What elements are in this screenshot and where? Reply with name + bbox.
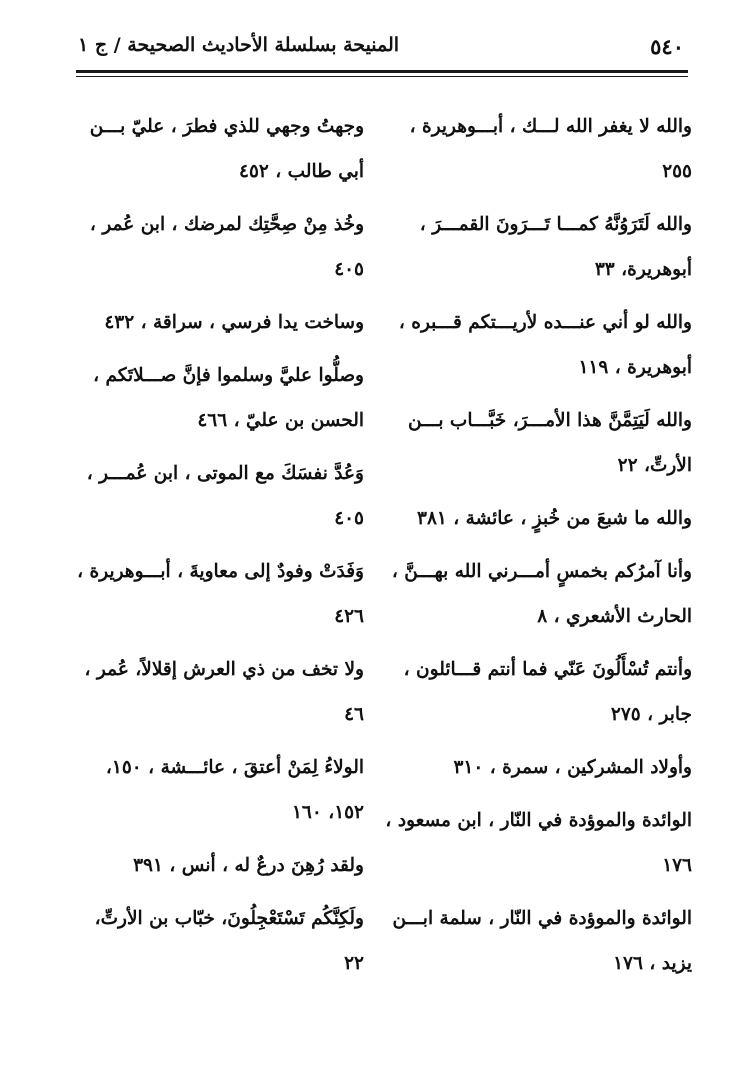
index-entry-line: ٤٦ bbox=[344, 704, 364, 725]
index-entry bbox=[404, 104, 692, 194]
index-entry-line: الأرتِّ، ٢٢ bbox=[617, 455, 692, 476]
index-entry-line: الولاءُ لِمَنْ أعتقَ ، عائـــشة ، ١٥٠، bbox=[105, 757, 364, 778]
index-column-right bbox=[385, 104, 692, 994]
running-title: المنيحة بسلسلة الأحاديث الصحيحة / ج ١ bbox=[78, 34, 400, 56]
index-entry-line: يزيد ، ١٧٦ bbox=[613, 953, 692, 974]
index-entry-line: أبوهريرة، ٣٣ bbox=[594, 259, 692, 280]
index-entry bbox=[404, 202, 692, 292]
index-entry-line: ١٥٢، ١٦٠ bbox=[291, 802, 364, 823]
index-entry bbox=[76, 647, 364, 737]
index-entry bbox=[76, 300, 364, 345]
index-entry-line: جابر ، ٢٧٥ bbox=[610, 704, 692, 725]
index-entry-line: وخُذ مِنْ صِحَّتِك لمرضك ، ابن عُمر ، bbox=[89, 214, 364, 235]
index-entry bbox=[404, 496, 692, 541]
index-entry bbox=[398, 300, 692, 390]
index-entry-line: الحارث الأشعري ، ٨ bbox=[537, 606, 692, 627]
index-entry bbox=[392, 896, 692, 986]
index-entry-line: ٢٢ bbox=[344, 953, 364, 974]
index-entry bbox=[76, 451, 364, 541]
index-entry-line: والله لَتَرَوُنَّهُ كمـــا تَـــرَونَ القمـــرَ ، bbox=[419, 214, 692, 235]
index-entry-line: وأولاد المشركين ، سمرة ، ٣١٠ bbox=[453, 757, 692, 778]
index-entry-line: وَعُدَّ نفسَكَ مع الموتى ، ابن عُمـــر ، bbox=[86, 463, 364, 484]
index-entry bbox=[76, 549, 364, 639]
index-entry bbox=[76, 896, 364, 986]
index-entry-line: الوائدة والموؤدة في النّار ، سلمة ابـــن bbox=[392, 908, 692, 929]
index-entry-line: والله لا يغفر الله لـــك ، أبـــوهريرة ، bbox=[409, 116, 692, 137]
index-entry bbox=[76, 202, 364, 292]
index-entry-line: ولا تخف من ذي العرش إقلالاً، عُمر ، bbox=[84, 659, 364, 680]
index-entry bbox=[385, 798, 692, 888]
index-entry-line: وأنا آمرُكم بخمسٍ أمـــرني الله بهـــنَّ ، bbox=[391, 561, 692, 582]
index-entry bbox=[76, 353, 364, 443]
index-entry-line: وصلُّوا عليَّ وسلموا فإنَّ صـــلاتَكم ، bbox=[93, 365, 364, 386]
index-entry-line: والله لَيَتِمَّنَّ هذا الأمـــرَ، خَبَّـــاب بـــن bbox=[407, 410, 692, 431]
index-entry-line: والله لو أني عنـــده لأريـــتكم قـــبره ، bbox=[398, 312, 692, 333]
page-header bbox=[76, 30, 684, 66]
index-entry-line: الحسن بن عليّ ، ٤٦٦ bbox=[197, 410, 364, 431]
index-entry-line: ٤٠٥ bbox=[334, 508, 364, 529]
index-column-left bbox=[76, 104, 364, 994]
index-entry-line: وَفَدَتْ وفودٌ إلى معاويةَ ، أبـــوهريرة ، bbox=[77, 561, 364, 582]
index-entry bbox=[76, 745, 364, 835]
index-entry bbox=[404, 398, 692, 488]
index-entry-line: ٤٢٦ bbox=[334, 606, 364, 627]
index-entry bbox=[404, 745, 692, 790]
index-entry bbox=[404, 647, 692, 737]
index-entry-line: ٤٠٥ bbox=[334, 259, 364, 280]
index-entry bbox=[391, 549, 692, 639]
index-entry-line: وساخت يدا فرسي ، سراقة ، ٤٣٢ bbox=[104, 312, 364, 333]
header-rule-thin bbox=[76, 76, 688, 77]
index-entry-line: ٢٥٥ bbox=[662, 161, 692, 182]
index-entry-line: ولقد رُهِنَ درعٌ له ، أنس ، ٣٩١ bbox=[133, 855, 364, 876]
page-number: ٥٤٠ bbox=[650, 34, 684, 59]
index-entry-line: ١٧٦ bbox=[662, 855, 692, 876]
index-entry-line: أبوهريرة ، ١١٩ bbox=[578, 357, 692, 378]
header-rule-thick bbox=[76, 70, 688, 73]
index-entry-line: وجهتُ وجهي للذي فطرَ ، عليّ بـــن bbox=[89, 116, 364, 137]
index-entry bbox=[76, 104, 364, 194]
index-entry-line: والله ما شبعَ من خُبزٍ ، عائشة ، ٣٨١ bbox=[417, 508, 692, 529]
index-entry-line: ولَكِنَّكُم تَسْتَعْجِلُونَ، خبّاب بن الأرتِّ، bbox=[94, 908, 364, 929]
index-entry-line: أبي طالب ، ٤٥٢ bbox=[239, 161, 364, 182]
index-entry bbox=[76, 843, 364, 888]
index-entry-line: الوائدة والموؤدة في النّار ، ابن مسعود ، bbox=[385, 810, 692, 831]
index-entry-line: وأنتم تُسْأَلُونَ عَنّي فما أنتم قـــائلون ، bbox=[403, 659, 692, 680]
